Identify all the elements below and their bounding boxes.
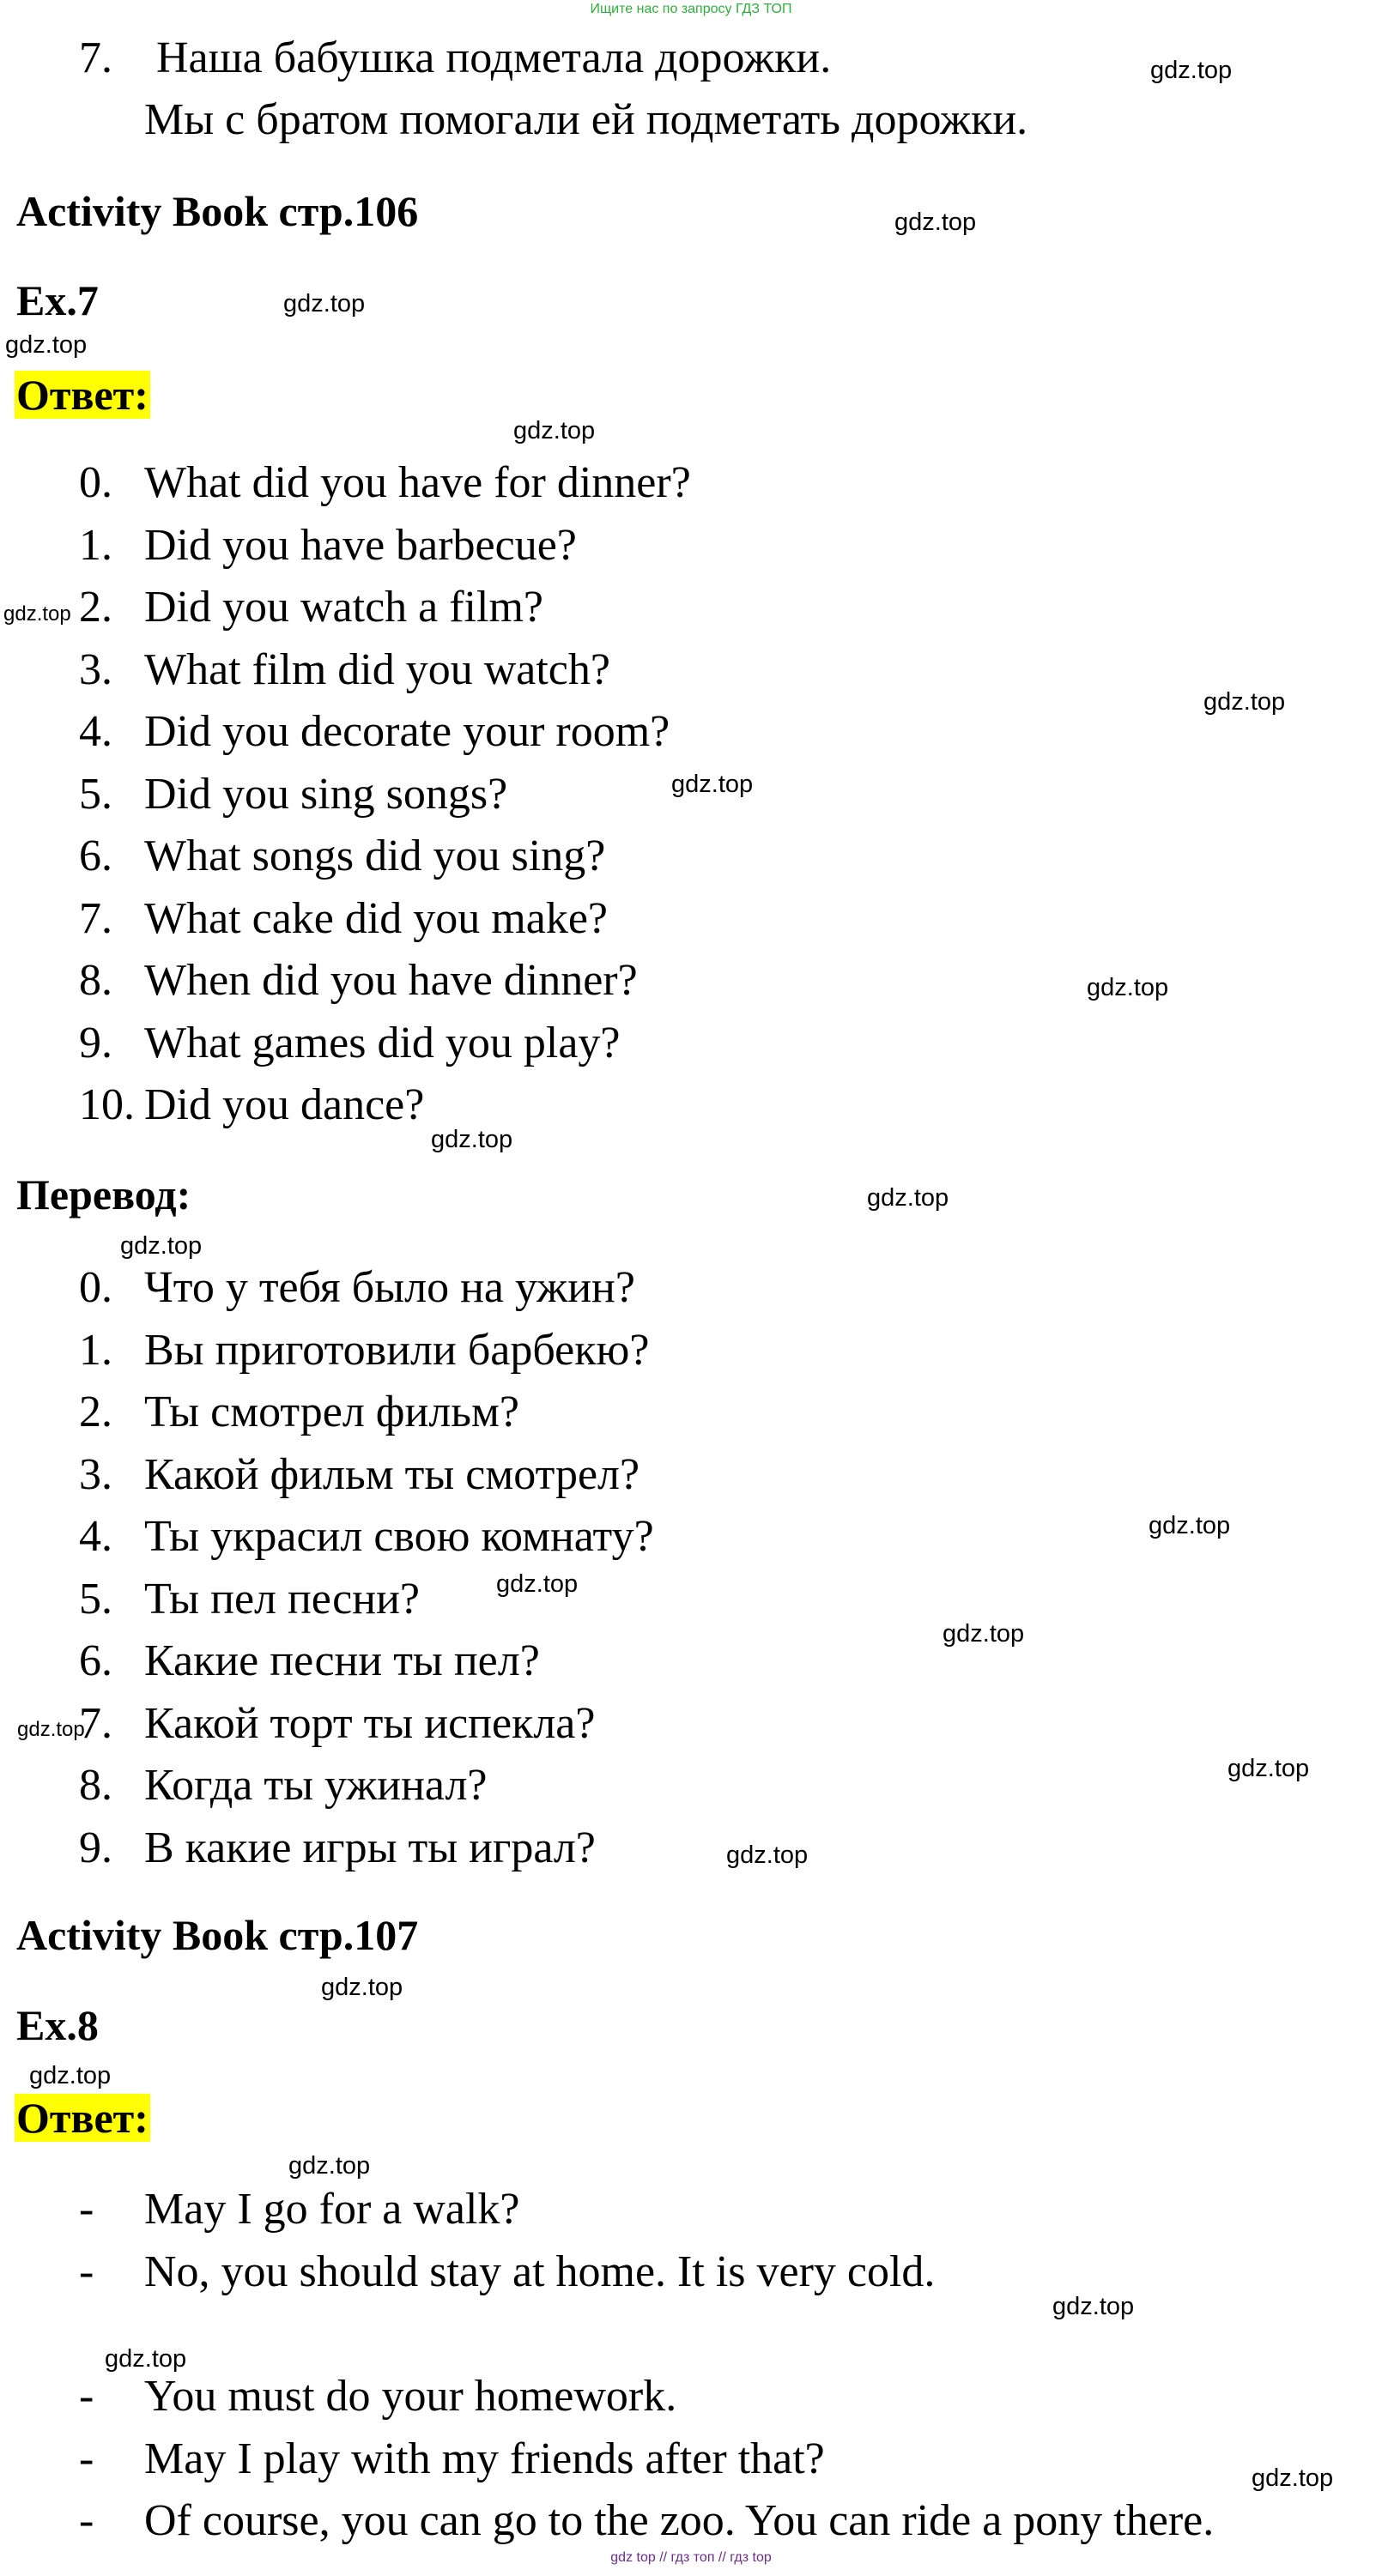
watermark: gdz.top [1227, 1755, 1310, 1782]
question-item-number: 3. [79, 644, 112, 694]
translation-item-number: 7. [79, 1698, 112, 1748]
watermark: gdz.top [321, 1974, 403, 2001]
translation-item-number: 9. [79, 1823, 112, 1872]
translation-item-text: Ты украсил свою комнату? [144, 1512, 654, 1561]
watermark: gdz.top [288, 2152, 371, 2180]
question-item-number: 6. [79, 831, 112, 880]
dialogue-dash: - [79, 2247, 94, 2296]
dialogue-text: May I go for a walk? [144, 2185, 520, 2234]
intro-text-2: Мы с братом помогали ей подметать дорожки. [144, 95, 1028, 144]
watermark: gdz.top [671, 771, 754, 798]
section1-answer-label: Ответ: [16, 371, 149, 419]
watermark: gdz.top [1203, 688, 1286, 716]
translation-item-text: Когда ты ужинал? [144, 1761, 488, 1810]
section1-exercise: Ex.7 [16, 276, 99, 324]
dialogue-text: You must do your homework. [144, 2372, 677, 2421]
question-item-number: 7. [79, 893, 112, 943]
watermark: gdz.top [1150, 57, 1233, 84]
dialogue-dash: - [79, 2185, 94, 2234]
watermark: gdz.top [894, 209, 977, 236]
question-item-number: 5. [79, 769, 112, 819]
question-item-text: What cake did you make? [144, 893, 608, 943]
watermark: gdz.top [1052, 2293, 1135, 2320]
watermark: gdz.top [120, 1232, 203, 1260]
watermark: gdz.top [105, 2345, 187, 2373]
watermark: gdz.top [943, 1620, 1025, 1648]
watermark: gdz.top [29, 2062, 112, 2089]
bottom-note: gdz top // гдз топ // гдз top [610, 2550, 772, 2565]
dialogue-text: Of course, you can go to the zoo. You can ride a pony there. [144, 2496, 1215, 2545]
intro-text-1: Наша бабушка подметала дорожки. [156, 33, 832, 82]
watermark: gdz.top [283, 290, 366, 317]
question-item-text: What did you have for dinner? [144, 458, 691, 507]
question-item-number: 0. [79, 458, 112, 507]
translation-item-number: 4. [79, 1512, 112, 1561]
watermark: gdz.top [867, 1184, 949, 1212]
dialogue-text: No, you should stay at home. It is very cold. [144, 2247, 936, 2296]
intro-number: 7. [79, 33, 112, 82]
translation-item-number: 1. [79, 1325, 112, 1375]
translation-item-number: 6. [79, 1636, 112, 1685]
watermark: gdz.top [431, 1126, 513, 1153]
question-item-text: Did you have barbecue? [144, 520, 577, 570]
watermark: gdz.top [513, 417, 596, 444]
dialogue-text: May I play with my friends after that? [144, 2434, 825, 2483]
section2-answer-label: Ответ: [16, 2094, 149, 2142]
watermark: gdz.top [5, 331, 88, 359]
translation-item-text: Какой торт ты испекла? [144, 1698, 596, 1748]
translation-item-text: Что у тебя было на ужин? [144, 1263, 635, 1312]
dialogue-dash: - [79, 2434, 94, 2483]
section2-heading: Activity Book стр.107 [16, 1911, 419, 1959]
question-item-number: 10. [79, 1080, 135, 1129]
watermark: gdz.top [496, 1570, 579, 1598]
question-item-text: When did you have dinner? [144, 956, 638, 1005]
translation-item-number: 0. [79, 1263, 112, 1312]
question-item-text: Did you sing songs? [144, 769, 508, 819]
translation-item-text: В какие игры ты играл? [144, 1823, 596, 1872]
translation-item-text: Какой фильм ты смотрел? [144, 1449, 640, 1499]
question-item-number: 8. [79, 956, 112, 1005]
watermark: gdz.top [3, 602, 71, 626]
question-item-number: 4. [79, 707, 112, 756]
dialogue-dash: - [79, 2496, 94, 2545]
question-item-text: Did you decorate your room? [144, 707, 670, 756]
question-item-text: What songs did you sing? [144, 831, 606, 880]
question-item-number: 2. [79, 583, 112, 632]
section1-heading: Activity Book стр.106 [16, 187, 419, 235]
translation-item-text: Вы приготовили барбекю? [144, 1325, 650, 1375]
translation-item-text: Ты смотрел фильм? [144, 1388, 519, 1436]
translation-label: Перевод: [16, 1170, 191, 1218]
translation-item-number: 8. [79, 1761, 112, 1810]
question-item-text: Did you dance? [144, 1080, 425, 1129]
translation-item-text: Ты пел песни? [144, 1574, 420, 1624]
top-search-note: Ищите нас по запросу ГДЗ ТОП [590, 2, 792, 16]
question-item-text: What film did you watch? [144, 644, 610, 694]
question-item-text: Did you watch a film? [144, 583, 543, 632]
question-item-text: What games did you play? [144, 1018, 621, 1067]
question-item-number: 9. [79, 1018, 112, 1067]
watermark: gdz.top [1252, 2464, 1334, 2492]
watermark: gdz.top [1087, 974, 1169, 1001]
question-item-number: 1. [79, 520, 112, 570]
watermark: gdz.top [17, 1718, 85, 1741]
translation-item-number: 3. [79, 1449, 112, 1499]
watermark: gdz.top [726, 1841, 809, 1869]
section2-exercise: Ex.8 [16, 2001, 99, 2049]
watermark: gdz.top [1149, 1512, 1231, 1539]
translation-item-number: 2. [79, 1388, 112, 1436]
dialogue-dash: - [79, 2372, 94, 2421]
translation-item-text: Какие песни ты пел? [144, 1636, 540, 1685]
translation-item-number: 5. [79, 1574, 112, 1624]
